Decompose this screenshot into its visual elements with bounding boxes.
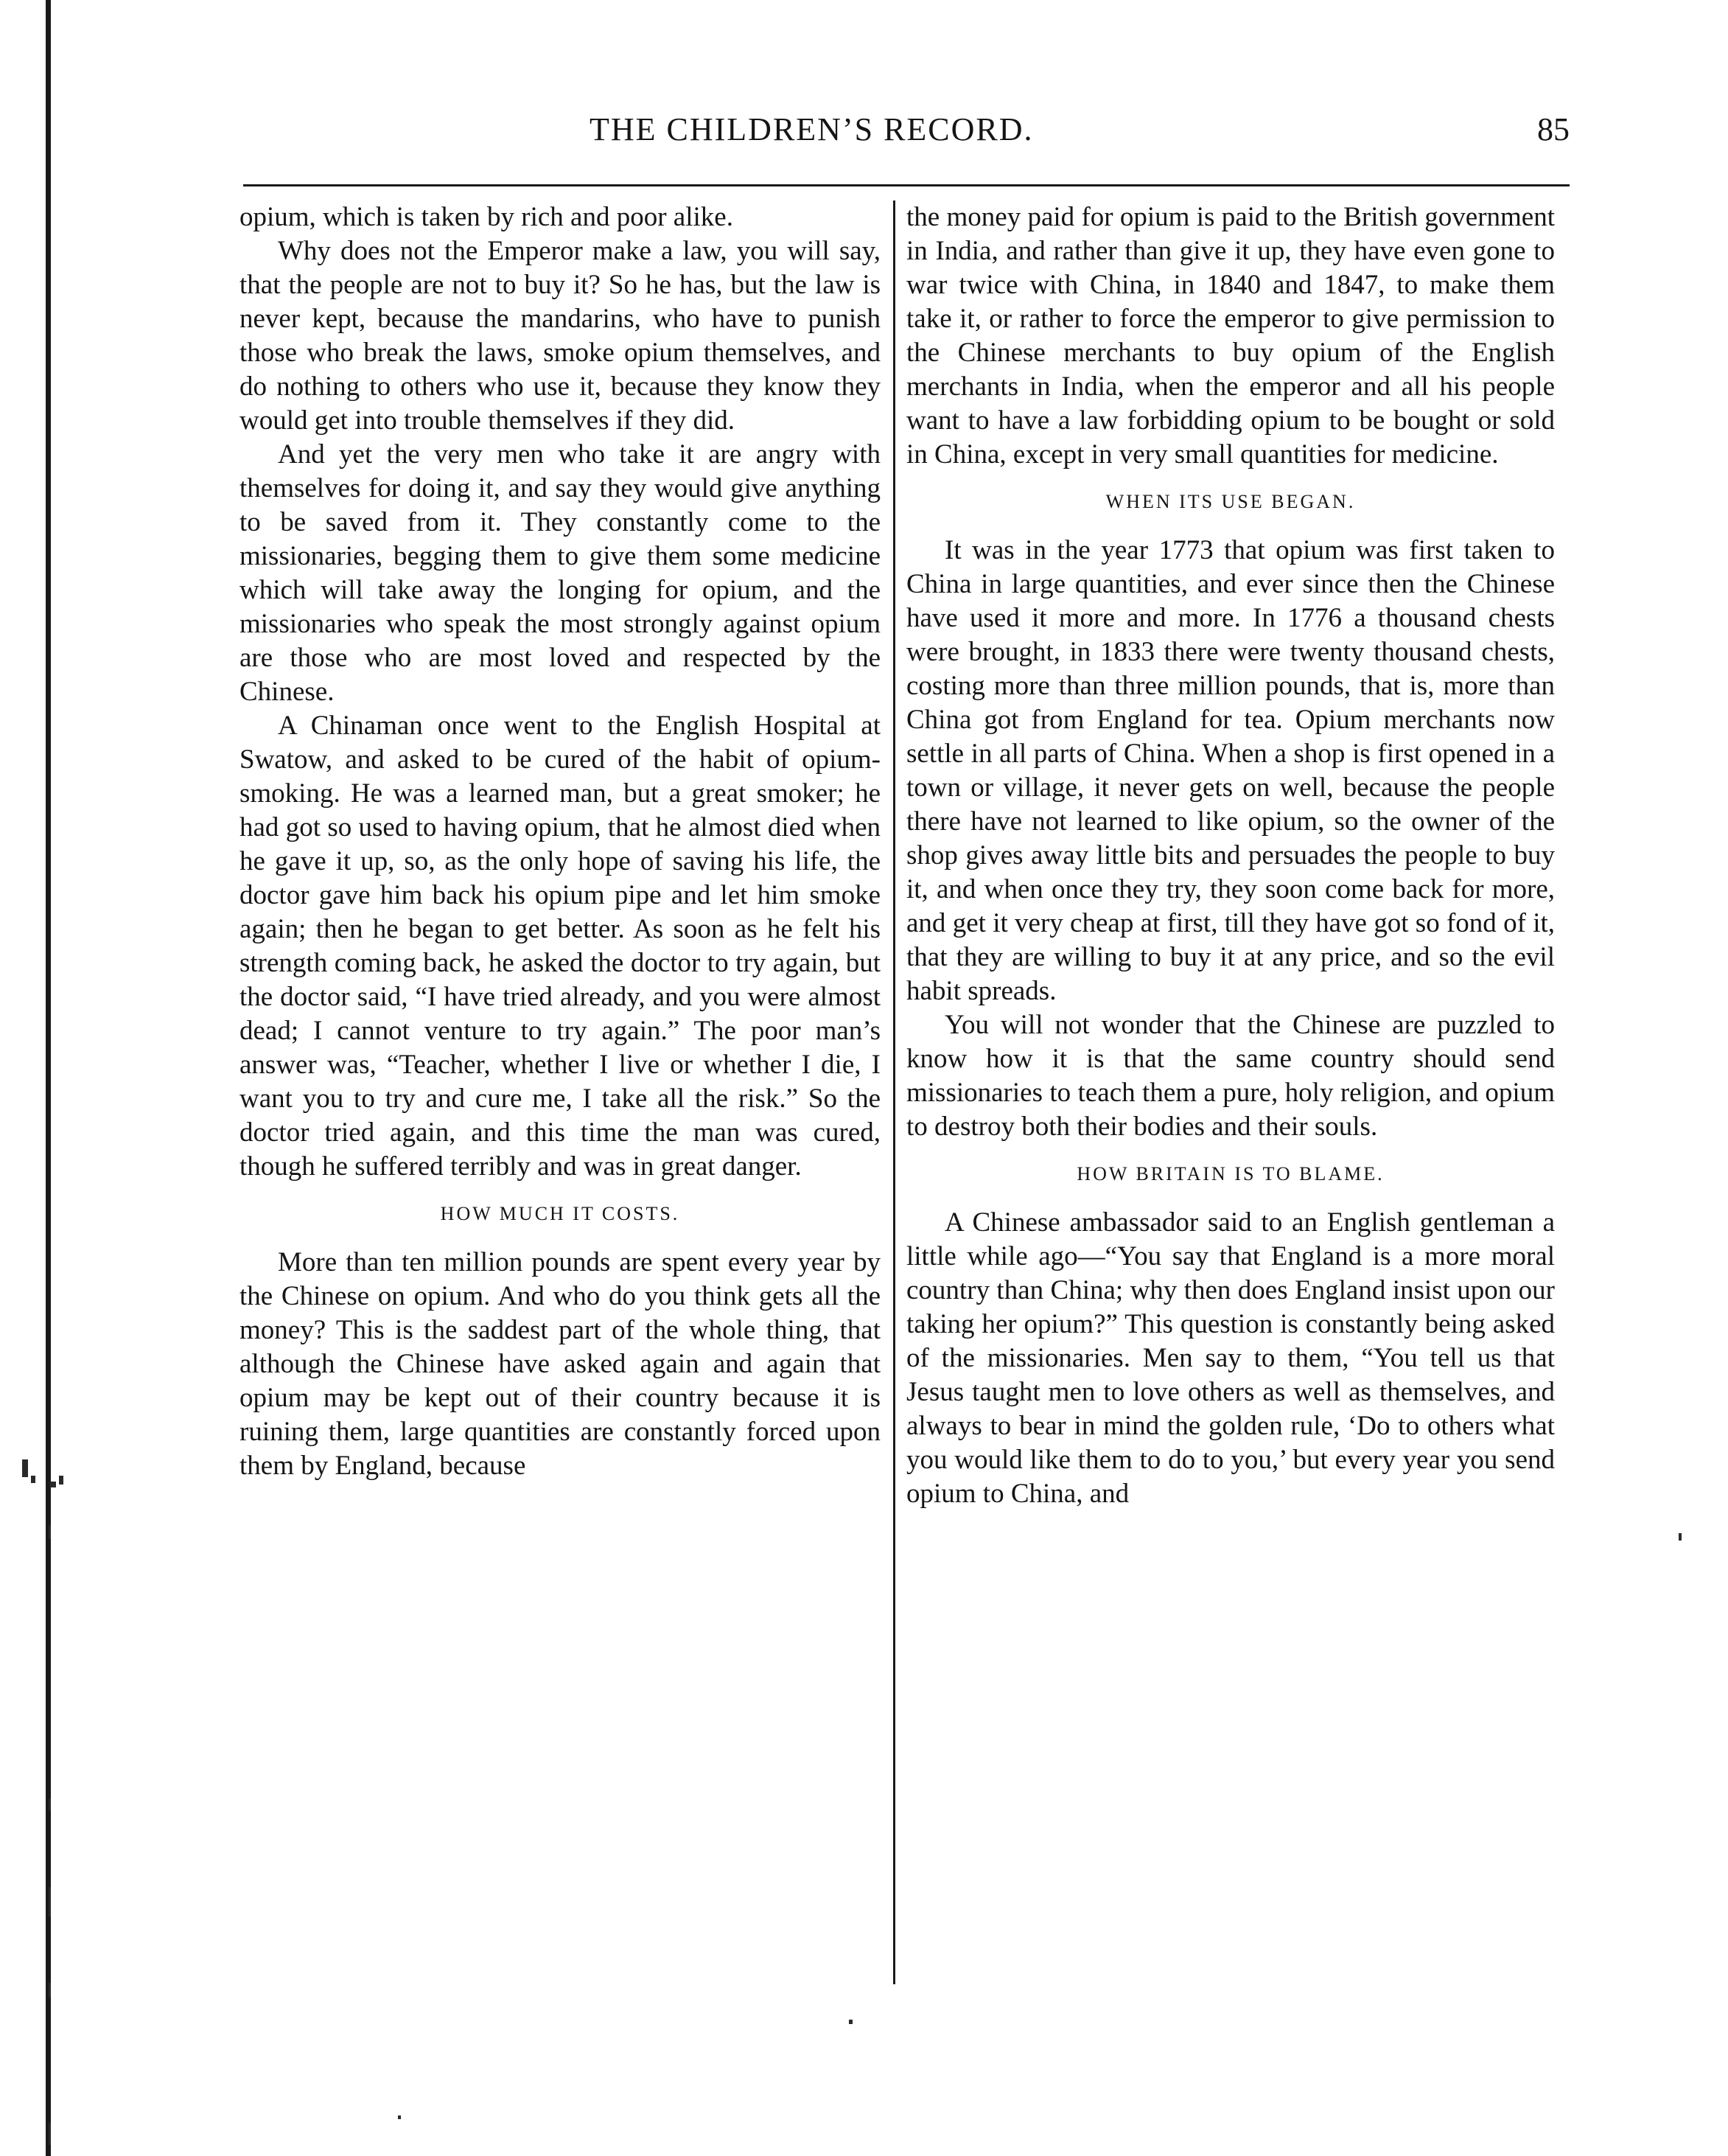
right-column [906,200,1555,2006]
section-heading: HOW BRITAIN IS TO BLAME. [1077,1163,1385,1185]
column-divider [893,200,895,1984]
left-column [239,200,881,2006]
page-header [243,111,1570,162]
scan-speck [31,1476,35,1483]
paragraph: opium, which is taken by rich and poor alike. [239,202,733,232]
paragraph: You will not wonder that the Chinese are puzzled to know how it is that the same country should send missionaries to teach them a pure, holy religion, and opium to destroy both their bodies and their souls. [906,1010,1555,1142]
paragraph: Why does not the Emperor make a law, you will say, that the people are not to buy it? So he has, but the law is never kept, because the mandarins, who have to punish those who break the laws, smoke opium themselves, and do nothing to others who use it, because they know they would get into trouble themselves if they did. [239,236,881,436]
scan-speck [50,1482,56,1487]
paragraph: the money paid for opium is paid to the British government in India, and rather than give it up, they have even gone to war twice with China, in 1840 and 1847, to make them take it, or rather to force the emperor to give permission to the Chinese merchants to buy opium of the English merchants in India, when the emperor and all his people want to have a law forbidding opium to be bought or sold in China, except in very small quantities for medicine. [906,202,1555,470]
scan-speck [398,2115,401,2119]
paragraph: A Chinese ambassador said to an English gentleman a little while ago—“You say that England is a more moral country than China; why then does England insist upon our taking her opium?” This question is constantly being asked of the missionaries. Men say to them, “You tell us that Jesus taught men to love others as well as themselves, and always to bear in mind the golden rule, ‘Do to others what you would like them to do to you,’ but every year you send opium to China, and [906,1207,1555,1509]
page-number: 85 [1537,111,1570,147]
paragraph: It was in the year 1773 that opium was first taken to China in large quantities, and ever since then the Chinese have used it more and more. In 1776 a thousand chests were brought, in 1833 there were twenty thousand chests, costing more than three million pounds, that is, more than China got from England for tea. Opium merchants now settle in all parts of China. When a shop is first opened in a town or village, it never gets on well, because the people there have not learned to like opium, so the owner of the shop gives away little bits and persuades the people to buy it, and when once they try, they soon come back for more, and get it very cheap at first, till they have got so fond of it, that they are willing to buy it at any price, and so the evil habit spreads. [906,535,1555,1006]
running-title: THE CHILDREN’S RECORD. [590,111,1034,147]
paragraph: And yet the very men who take it are angry with themselves for doing it, and say they would give anything to be saved from it. They constantly come to the missionaries, begging them to give them some medicine which will take away the longing for opium, and the missionaries who speak the most strongly against opium are those who are most loved and respected by the Chinese. [239,439,881,707]
paragraph: More than ten million pounds are spent every year by the Chinese on opium. And who do you think gets all the money? This is the saddest part of the whole thing, that although the Chinese have asked again and again that opium may be kept out of their country because it is ruining them, large quantities are constantly forced upon them by England, because [239,1247,881,1481]
paragraph: A Chinaman once went to the English Hospital at Swatow, and asked to be cured of the habit of opium-smoking. He was a learned man, but a great smoker; he had got so used to having opium, that he almost died when he gave it up, so, as the only hope of saving his life, the doctor gave him back his opium pipe and let him smoke again; then he began to get better. As soon as he felt his strength coming back, he asked the doctor to try again, but the doctor said, “I have tried already, and you were almost dead; I cannot venture to try again.” The poor man’s answer was, “Teacher, whether I live or whether I die, I want you to try and cure me, I take all the risk.” So the doctor tried again, and this time the man was cured, though he suffered terribly and was in great danger. [239,711,881,1182]
section-heading: WHEN ITS USE BEGAN. [1105,491,1356,512]
section-heading: HOW MUCH IT COSTS. [440,1203,680,1224]
header-rule [243,184,1570,186]
scan-speck [22,1459,28,1477]
page-edge-rule [46,0,51,2156]
scan-speck [1679,1533,1682,1541]
scan-speck [59,1476,63,1485]
scan-speck [849,2020,853,2024]
